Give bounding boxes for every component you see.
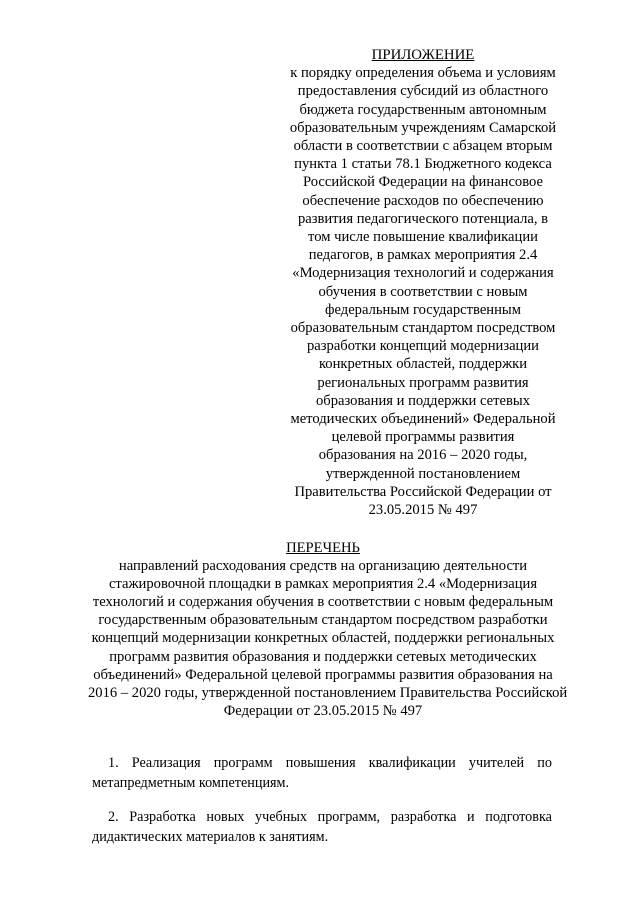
appendix-line: бюджета государственным автономным [299, 101, 547, 118]
items-list [92, 753, 552, 861]
appendix-line: Российской Федерации на финансовое [303, 174, 543, 191]
list-header [88, 539, 568, 720]
list-line: объединений» Федеральной целевой программы развития образования на [93, 666, 553, 683]
list-item-word: новых [206, 809, 245, 825]
list-item-word: разработка [390, 809, 457, 825]
appendix-text [278, 64, 568, 519]
list-item [92, 753, 552, 793]
list-item [92, 807, 552, 847]
list-item-word: 2. [108, 809, 119, 825]
list-item-first-line [92, 753, 552, 773]
list-item-word: Разработка [129, 809, 196, 825]
list-line: стажировочной площадки в рамках мероприятия 2.4 «Модернизация [108, 576, 538, 593]
appendix-line: том числе повышение квалификации [308, 229, 538, 246]
appendix-line: предоставления субсидий из областного [297, 83, 549, 100]
appendix-line: образовательным учреждениям Самарской [289, 119, 557, 136]
list-item-word: подготовка [485, 809, 552, 825]
list-line: 2016 – 2020 годы, утвержденной постановлением Правительства Российской [88, 684, 568, 701]
appendix-line: обеспечение расходов по обеспечению [302, 192, 544, 209]
list-item-first-line [92, 807, 552, 827]
list-item-word: учителей [468, 755, 525, 771]
appendix-line: методических объединений» Федеральной [290, 411, 556, 428]
appendix-line: обучения в соответствии с новым [318, 283, 528, 300]
appendix-header [278, 46, 568, 519]
appendix-line: развития педагогического потенциала, в [297, 210, 549, 227]
appendix-line: конкретных областей, поддержки [318, 356, 528, 373]
list-description [88, 557, 568, 720]
list-item-word: 1. [108, 755, 119, 771]
list-item-word: квалификации [368, 755, 456, 771]
list-item-continuation: дидактических материалов к занятиям. [92, 829, 329, 845]
appendix-line: федеральным государственным [325, 301, 521, 318]
list-item-word: по [537, 755, 552, 771]
list-line: направлений расходования средств на организацию деятельности [118, 558, 528, 575]
appendix-line: региональных программ развития [317, 374, 529, 391]
appendix-line: разработки концепций модернизации [306, 338, 539, 355]
list-line: Федерации от 23.05.2015 № 497 [223, 702, 423, 719]
appendix-line: к порядку определения объема и условиям [290, 65, 556, 82]
list-item-word: программ [213, 755, 273, 771]
appendix-line: утвержденной постановлением [325, 465, 521, 482]
list-line: технологий и содержания обучения в соответствии с новым федеральным [92, 594, 554, 611]
appendix-line: образования на 2016 – 2020 годы, [318, 447, 528, 464]
appendix-line: образования и поддержки сетевых [315, 392, 530, 409]
appendix-line: целевой программы развития [331, 429, 515, 446]
list-item-continuation: метапредметным компетенциям. [92, 775, 290, 791]
list-line: концепций модернизации конкретных областей, поддержки региональных [91, 630, 555, 647]
list-item-word: и [467, 809, 475, 825]
appendix-line: 23.05.2015 № 497 [368, 502, 478, 519]
appendix-line: образовательным стандартом посредством [290, 320, 556, 337]
list-item-word: программ, [317, 809, 381, 825]
list-line: программ развития образования и поддержки сетевых методических [109, 648, 537, 665]
list-item-word: повышения [285, 755, 356, 771]
appendix-line: области в соответствии с абзацем вторым [293, 138, 553, 155]
appendix-line: «Модернизация технологий и содержания [292, 265, 554, 282]
list-title: ПЕРЕЧЕНЬ [286, 540, 360, 556]
list-item-word: учебных [255, 809, 307, 825]
list-item-word: Реализация [131, 755, 201, 771]
appendix-line: Правительства Российской Федерации от [294, 483, 552, 500]
appendix-title: ПРИЛОЖЕНИЕ [371, 47, 475, 63]
appendix-line: педагогов, в рамках мероприятия 2.4 [308, 247, 538, 264]
appendix-line: пункта 1 статьи 78.1 Бюджетного кодекса [294, 156, 552, 173]
list-line: государственным образовательным стандартом посредством разработки [98, 612, 548, 629]
